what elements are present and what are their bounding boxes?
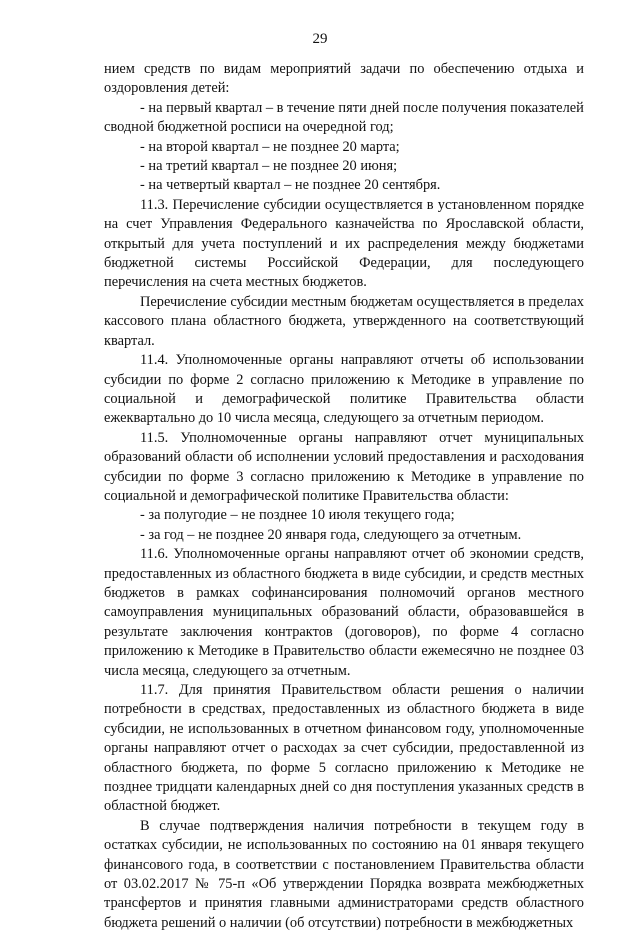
list-item-year: - за год – не позднее 20 января года, следующего за отчетным. (140, 526, 522, 543)
list-item-q1: - на первый квартал – в течение пяти дней после получения показателей сводной бюджетной росписи на очередной год; (104, 99, 584, 136)
paragraph-11-5: 11.5. Уполномоченные органы направляют отчет муниципальных образований области об исполнении условий предоставления и расходования субсидии по форме 3 согласно приложению к Методике в управление по социальной и демографической политике Правительства области: (104, 429, 584, 504)
document-body (104, 60, 584, 933)
paragraph-transfer: Перечисление субсидии местным бюджетам осуществляется в пределах кассового плана областного бюджета, утвержденного на соответствующий квартал. (104, 293, 584, 349)
paragraph-11-4: 11.4. Уполномоченные органы направляют отчеты об использовании субсидии по форме 2 согласно приложению к Методике в управление по социальной и демографической политике Правительства области ежеквартально до 10 числа месяца, следующего за отчетным периодом. (104, 352, 584, 427)
paragraph-11-7: 11.7. Для принятия Правительством области решения о наличии потребности в средствах, предоставленных из областного бюджета в виде субсидии, не использованных в отчетном финансовом году, уполномоченные органы направляют отчет о расходах за счет субсидии, предоставленной из областного бюджета, по форме 5 согласно приложению к Методике не позднее тридцати календарных дней со дня поступления указанных средств в областной бюджет. (104, 682, 584, 815)
list-item-q3: - на третий квартал – не позднее 20 июня; (140, 158, 398, 175)
list-item-q2: - на второй квартал – не позднее 20 марта; (140, 138, 400, 155)
page-number: 29 (312, 31, 328, 47)
paragraph-11-3: 11.3. Перечисление субсидии осуществляется в установленном порядке на счет Управления Федерального казначейства по Ярославской области, открытый для учета поступлений и их распределения между бюджетами бюджетной системы Российской Федерации, для последующего перечисления на счета местных бюджетов. (104, 196, 584, 291)
list-item-half-year: - за полугодие – не позднее 10 июля текущего года; (140, 507, 455, 524)
paragraph-11-6: 11.6. Уполномоченные органы направляют отчет об экономии средств, предоставленных из областного бюджета в виде субсидии, и средств местных бюджетов в рамках софинансирования полномочий органов местного самоуправления муниципальных образований области, образовавшейся в результате заключения контрактов (договоров), по форме 4 согласно приложению к Методике в Правительство области ежемесячно не позднее 03 числа месяца, следующего за отчетным. (104, 546, 584, 679)
paragraph-confirmation: В случае подтверждения наличия потребности в текущем году в остатках субсидии, не использованных по состоянию на 01 января текущего финансового года, в соответствии с постановлением Правительства области от 03.02.2017 № 75-п «Об утверждении Порядка возврата межбюджетных трансфертов и принятия главными администраторами средств областного бюджета решений о наличии (об отсутствии) потребности в межбюджетных (104, 817, 584, 931)
paragraph-continuation: нием средств по видам мероприятий задачи по обеспечению отдыха и оздоровления детей: (104, 61, 584, 97)
list-item-q4: - на четвертый квартал – не позднее 20 сентября. (140, 177, 441, 194)
